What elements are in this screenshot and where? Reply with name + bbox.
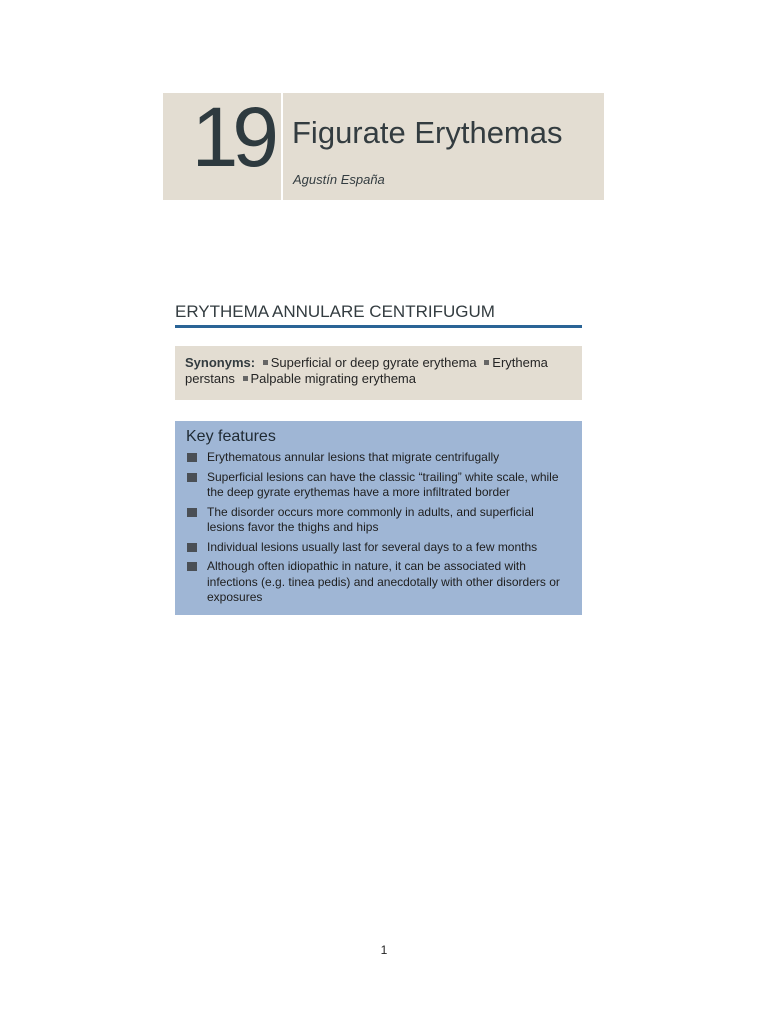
square-bullet-icon (187, 543, 197, 552)
list-item (186, 559, 572, 606)
list-item (186, 540, 572, 556)
list-item-text: The disorder occurs more commonly in adults, and superficial lesions favor the thighs and hips (207, 504, 534, 534)
key-features-box (175, 421, 582, 615)
page-number: 1 (380, 943, 388, 957)
section-heading: ERYTHEMA ANNULARE CENTRIFUGUM (175, 302, 582, 328)
chapter-divider (281, 93, 283, 200)
list-item (186, 505, 572, 536)
list-item (186, 450, 572, 466)
synonyms-box (175, 346, 582, 400)
synonym-item: Erythema perstans (185, 355, 548, 386)
square-bullet-icon (187, 453, 197, 462)
synonym-item: Superficial or deep gyrate erythema (270, 355, 477, 370)
square-bullet-icon (187, 562, 197, 571)
list-item-text: Although often idiopathic in nature, it can be associated with infections (e.g. tinea pedis) and anecdotally with other disorders or exposures (207, 559, 560, 604)
list-item-text: Individual lesions usually last for several days to a few months (207, 539, 538, 554)
list-item-text: Superficial lesions can have the classic “trailing” white scale, while the deep gyrate erythemas have a more infiltrated border (207, 469, 559, 499)
list-item (186, 470, 572, 501)
square-bullet-icon (243, 376, 248, 381)
chapter-header (163, 90, 604, 200)
chapter-author: Agustín España (293, 172, 385, 187)
chapter-title: Figurate Erythemas (292, 115, 563, 150)
key-features-list (186, 450, 572, 606)
square-bullet-icon (484, 360, 489, 365)
chapter-number: 19 (191, 90, 273, 184)
square-bullet-icon (263, 360, 268, 365)
square-bullet-icon (187, 508, 197, 517)
square-bullet-icon (187, 473, 197, 482)
synonym-item: Palpable migrating erythema (250, 371, 416, 386)
key-features-title: Key features (186, 428, 276, 445)
list-item-text: Erythematous annular lesions that migrate centrifugally (207, 450, 500, 464)
synonyms-label: Synonyms: (185, 355, 256, 370)
